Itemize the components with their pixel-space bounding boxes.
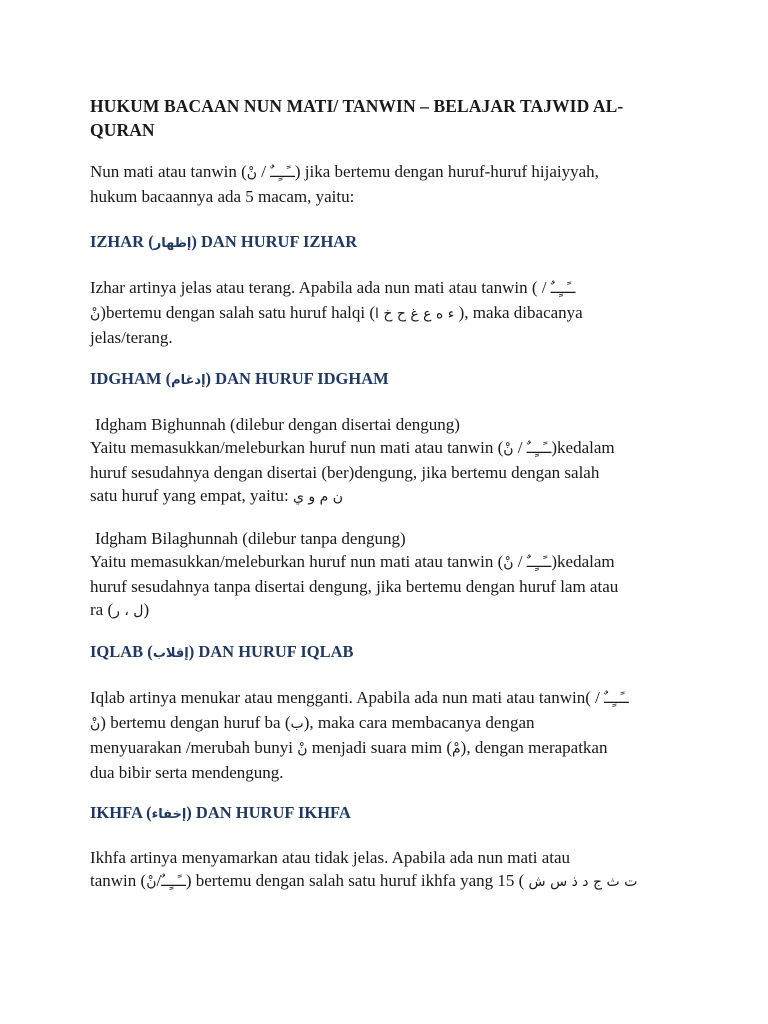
iqlab-line-3: menyuarakan /merubah bunyi نْ menjadi suara mim (مْ), dengan merapatkan bbox=[90, 738, 608, 757]
iqlab-heading: IQLAB (إقلاب) DAN HURUF IQLAB bbox=[90, 642, 354, 661]
ikhfa-line-1: Ikhfa artinya menyamarkan atau tidak jelas. Apabila ada nun mati atau bbox=[90, 848, 571, 867]
izhar-heading: IZHAR (إظهار) DAN HURUF IZHAR bbox=[90, 232, 358, 251]
idgham-bilaghunnah-title: Idgham Bilaghunnah (dilebur tanpa dengung) bbox=[95, 529, 406, 548]
izhar-line-3: jelas/terang. bbox=[90, 328, 173, 347]
idgham-bighunnah-line-1: Yaitu memasukkan/meleburkan huruf nun mati atau tanwin (نْ / ــًــٍــٌ)kedalam bbox=[90, 438, 615, 457]
idgham-bilaghunnah-line-3: ra (ل ، ر) bbox=[90, 600, 150, 619]
idgham-bighunnah-title: Idgham Bighunnah (dilebur dengan disertai dengung) bbox=[95, 415, 460, 434]
iqlab-line-4: dua bibir serta mendengung. bbox=[90, 763, 284, 782]
iqlab-line-2: نْ) bertemu dengan huruf ba (ب), maka cara membacanya dengan bbox=[90, 713, 535, 732]
title-line-2: QURAN bbox=[90, 120, 155, 140]
izhar-paragraph bbox=[90, 276, 678, 349]
ikhfa-heading: IKHFA (إخفاء) DAN HURUF IKHFA bbox=[90, 803, 351, 822]
ikhfa-line-2: tanwin (نْ/ــًــٍــٌ) bertemu dengan salah satu huruf ikhfa yang 15 ( ت ث ج د ذ س ش bbox=[90, 871, 638, 890]
idgham-bighunnah-line-3: satu huruf yang empat, yaitu: ن م و ي bbox=[90, 486, 344, 505]
document-title bbox=[90, 94, 678, 142]
idgham-bilaghunnah-line-2: huruf sesudahnya tanpa disertai dengung, jika bertemu dengan huruf lam atau bbox=[90, 577, 619, 596]
iqlab-paragraph bbox=[90, 686, 678, 784]
idgham-bighunnah-line-2: huruf sesudahnya dengan disertai (ber)dengung, jika bertemu dengan salah bbox=[90, 463, 600, 482]
intro-paragraph bbox=[90, 160, 678, 208]
title-line-1: HUKUM BACAAN NUN MATI/ TANWIN – BELAJAR TAJWID AL- bbox=[90, 96, 624, 116]
iqlab-line-1: Iqlab artinya menukar atau mengganti. Apabila ada nun mati atau tanwin( / ــًــٍــٌ bbox=[90, 688, 629, 707]
idgham-bilaghunnah-line-1: Yaitu memasukkan/meleburkan huruf nun mati atau tanwin (نْ / ــًــٍــٌ)kedalam bbox=[90, 552, 615, 571]
idgham-bilaghunnah-paragraph bbox=[90, 527, 678, 623]
idgham-bighunnah-paragraph bbox=[90, 413, 678, 509]
idgham-heading: IDGHAM (إدغام) DAN HURUF IDGHAM bbox=[90, 369, 389, 388]
izhar-line-2: نْ)bertemu dengan salah satu huruf halqi (ء ه ع غ ح خ ا ), maka dibacanya bbox=[90, 303, 583, 322]
intro-line-1: Nun mati atau tanwin (نْ / ــًــٍــٌ) jika bertemu dengan huruf-huruf hijaiyyah, bbox=[90, 162, 599, 181]
izhar-line-1: Izhar artinya jelas atau terang. Apabila ada nun mati atau tanwin ( / ــًــٍــٌ bbox=[90, 278, 576, 297]
intro-line-2: hukum bacaannya ada 5 macam, yaitu: bbox=[90, 187, 355, 206]
ikhfa-paragraph bbox=[90, 846, 678, 894]
